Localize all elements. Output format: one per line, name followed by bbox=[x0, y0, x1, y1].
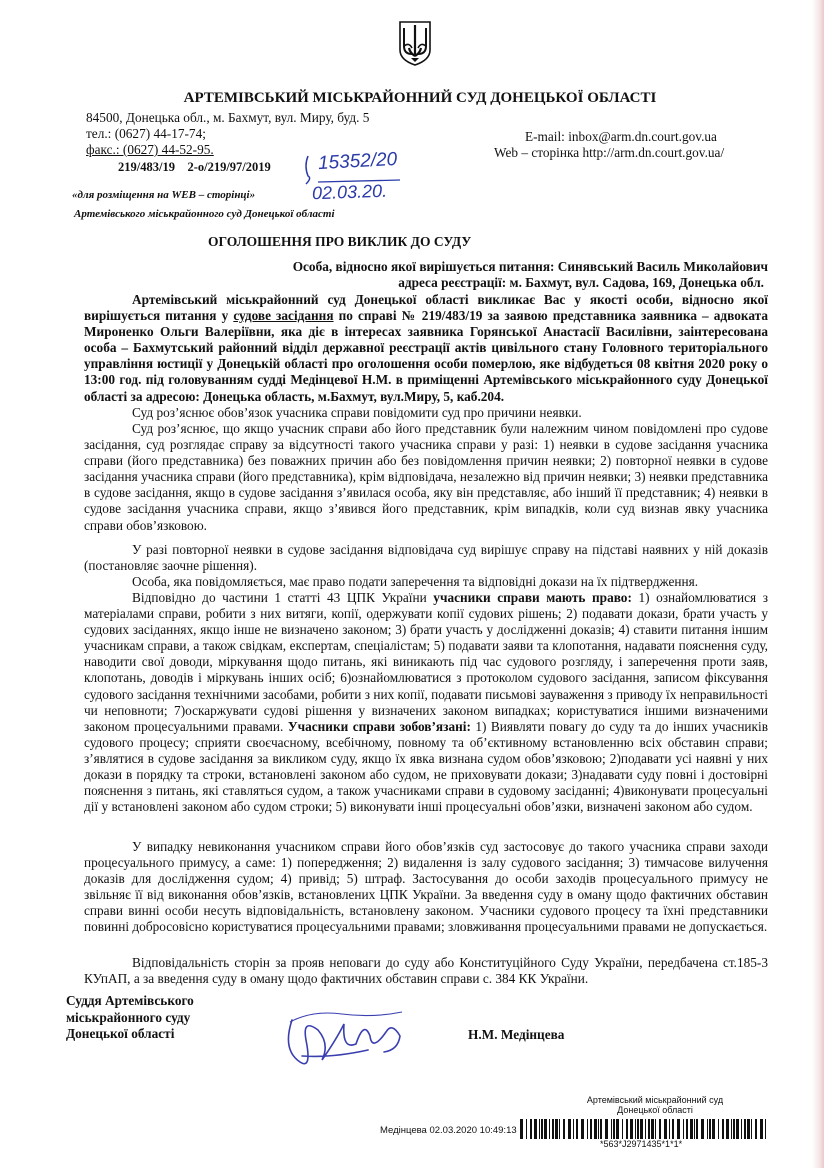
rights-heading: учасники справи мають право: bbox=[433, 590, 632, 605]
barcode-text: *563*J2971435*1*1* bbox=[600, 1139, 683, 1149]
barcode-bar bbox=[726, 1119, 729, 1139]
barcode-bar bbox=[747, 1119, 750, 1139]
barcode-bar bbox=[744, 1119, 746, 1139]
barcode-bar bbox=[611, 1119, 612, 1139]
barcode-bar bbox=[635, 1119, 636, 1139]
handwritten-signature bbox=[272, 1000, 422, 1080]
barcode-bar bbox=[568, 1119, 571, 1139]
barcode-bar bbox=[600, 1119, 602, 1139]
judge-title-line1: Суддя Артемівського bbox=[66, 993, 194, 1008]
duties-heading: Учасники справи зобов’язані: bbox=[287, 718, 471, 734]
barcode-bar bbox=[645, 1119, 646, 1139]
repeat-absence-paragraph: У разі повторної неявки в судове засідання відповідача суд вирішує справу на підставі наявних у ній доказів (постановляє заочне рішення). bbox=[84, 542, 768, 574]
barcode-bar bbox=[755, 1119, 757, 1139]
court-email: E-mail: inbox@arm.dn.court.gov.ua bbox=[525, 129, 717, 144]
barcode-bar bbox=[718, 1119, 719, 1139]
barcode-bar bbox=[712, 1119, 715, 1139]
notice-obligation-paragraph: Суд роз’яснює обов’язок учасника справи повідомити суд про причини неявки. bbox=[132, 405, 582, 420]
barcode-bar bbox=[677, 1119, 680, 1139]
barcode-bar bbox=[722, 1119, 724, 1139]
barcode-bar bbox=[539, 1119, 540, 1139]
barcode-bar bbox=[637, 1119, 639, 1139]
coercion-paragraph: У випадку невиконання учасником справи його обов’язків суд застосовує до такого учасника справи заходи процесуального примусу, а саме: 1) попередження; 2) видалення із залу судового засідання; 3) тимчасове вилучення доказів для дослідження судом; 4) привід; 5) штраф. Застосування до особи заходів процесуального примусу не звільняє її від виконання обов’язків, встановлених ЦПК України. За введення суду в оману щодо фактичних обставин справи винні особи несуть відповідальність, встановлену законом. Учасники судового процесу та їхні представники повинні добросовісно користуватися процесуальними правами; зловживання процесуальними правами не допускається. bbox=[84, 839, 768, 935]
duties-list: 1) Виявляти повагу до суду та до інших учасників судового процесу; сприяти своєчасному, всебічному, повному та об’єктивному встановленню всіх обставин справи; з’являтися в судове засідання за викликом суду, якщо їх явка визнана судом обов’язковою; 2)подавати усі наявні у них докази в порядку та строки, встановлені законом або судом, не приховувати докази; 3)надавати суду повні і достовірні пояснення з питань, які ставляться судом, а також учасниками справи в судовому засіданні; 4)виконувати процесуальні дії у встановлені законом або судом строки; 5) виконувати інші процесуальні обов’язки, визначені законом або судом. bbox=[84, 718, 768, 815]
barcode-bar bbox=[573, 1119, 574, 1139]
barcode-bar bbox=[587, 1119, 588, 1139]
barcode-bar bbox=[549, 1119, 550, 1139]
barcode-bar bbox=[552, 1119, 554, 1139]
web-note: «для розміщення на WEB – сторінці» bbox=[72, 189, 256, 201]
barcode-bar bbox=[622, 1119, 623, 1139]
barcode-bar bbox=[741, 1119, 742, 1139]
barcode-bar bbox=[655, 1119, 656, 1139]
barcode-bar bbox=[640, 1119, 643, 1139]
rights-duties-paragraph bbox=[84, 590, 768, 815]
summons-hearing-link: судове засідання bbox=[233, 308, 334, 324]
barcode-bar bbox=[594, 1119, 597, 1139]
court-website: Web – сторінка http://arm.dn.court.gov.ua/ bbox=[494, 145, 725, 160]
judge-title-block bbox=[66, 993, 194, 1043]
barcode-bar bbox=[751, 1119, 752, 1139]
addressee-name: Особа, відносно якої вирішується питання: Синявський Василь Миколайович bbox=[292, 259, 768, 274]
rights-list: 1) ознайомлюватися з матеріалами справи, робити з них витяги, копії, одержувати копії судових рішень; 2) подавати докази, брати участь у судових засіданнях, якщо інше не визначено законом; 3) брати участь у дослідженні доказів; 4) ставити питання іншим учасникам справи, а також свідкам, експертам, спеціалістам; 5) подавати заяви та клопотання, надавати пояснення суду, наводити свої доводи, міркування щодо питань, які виникають під час судового розгляду, і заперечення проти заяв, клопотань, доводів і міркувань інших осіб; 6)ознайомлюватися з протоколом судового засідання, записом фіксування судового засідання технічними засобами, робити з них копії, подавати письмові зауваження з приводу їх неправильності чи неповноти; 7)оскаржувати судові рішення у визначених законом випадках; користуватися іншими визначеними законом процесуальними правами. bbox=[84, 590, 768, 734]
barcode-bar bbox=[707, 1119, 708, 1139]
summons-paragraph bbox=[84, 292, 768, 405]
barcode-bar bbox=[696, 1119, 698, 1139]
footer-court-line1: Артемівський міськрайонний суд bbox=[586, 1095, 724, 1105]
court-name: АРТЕМІВСЬКИЙ МІСЬКРАЙОННИЙ СУД ДОНЕЦЬКОЇ ОБЛАСТІ bbox=[183, 90, 657, 106]
barcode-bar bbox=[626, 1119, 628, 1139]
summons-text-a: Артемівський міськрайонний суд Донецької області викликає Вас у якості особи, відносно якої вирішується питання у bbox=[84, 292, 768, 324]
addressee-address: адреса реєстрації: м. Бахмут, вул. Садова, 169, Донецька обл. bbox=[398, 275, 764, 290]
barcode-bar bbox=[669, 1119, 670, 1139]
barcode-bar bbox=[526, 1119, 527, 1139]
court-address: 84500, Донецька обл., м. Бахмут, вул. Миру, буд. 5 bbox=[86, 110, 370, 125]
barcode-bar bbox=[683, 1119, 684, 1139]
barcode-bar bbox=[590, 1119, 592, 1139]
barcode-bar bbox=[686, 1119, 688, 1139]
handwritten-registry-date: 02.03.20. bbox=[311, 180, 388, 204]
footer-court-name bbox=[560, 1095, 750, 1115]
barcode-bar bbox=[690, 1119, 693, 1139]
barcode-bar bbox=[576, 1119, 578, 1139]
barcode-bar bbox=[765, 1119, 766, 1139]
barcode-bar bbox=[559, 1119, 560, 1139]
absence-consequences-paragraph: Суд роз’яснює, що якщо учасник справи або його представник були належним чином повідомлені про судове засідання, суд розглядає справу за відсутності такого учасника справи у разі: 1) неявки в судове засідання учасника справи (його представника) без поважних причин або без повідомлення причин неявки; 2) повторної неявки в судове засідання учасника справи (його представника), крім відповідача, незалежно від причин неявки; 3) неявки представника в судове засідання, якщо в судове засідання з’явилася особа, яку він представляє, або інший її представник; 4) неявки в судове засідання учасника справи, якщо з’явився його представник, крім випадків, коли суд визнав явку учасника справи обов’язковою. bbox=[84, 421, 768, 533]
barcode-bar bbox=[701, 1119, 704, 1139]
case-numbers: 219/483/19 2-о/219/97/2019 bbox=[118, 160, 271, 174]
barcode-bar bbox=[598, 1119, 599, 1139]
judge-title-line3: Донецької області bbox=[66, 1026, 175, 1041]
barcode-bar bbox=[648, 1119, 650, 1139]
barcode-bar bbox=[605, 1119, 608, 1139]
objection-right-paragraph: Особа, яка повідомляється, має право подати заперечення та відповідні докази на їх підтвердження. bbox=[132, 574, 699, 589]
barcode-bar bbox=[541, 1119, 543, 1139]
judge-title-line2: міськрайонного суду bbox=[66, 1009, 191, 1025]
barcode-bar bbox=[534, 1119, 537, 1139]
barcode-bar bbox=[616, 1119, 619, 1139]
handwritten-registry-number: 15352/20 bbox=[317, 148, 398, 175]
barcode-bar bbox=[736, 1119, 739, 1139]
barcode-bar bbox=[672, 1119, 674, 1139]
barcode-bar bbox=[760, 1119, 763, 1139]
rights-intro: Відповідно до частини 1 статті 43 ЦПК України bbox=[132, 590, 434, 605]
judge-name: Н.М. Медінцева bbox=[468, 1027, 565, 1042]
barcode-bar bbox=[659, 1119, 661, 1139]
barcode-bar bbox=[651, 1119, 654, 1139]
barcode-bar bbox=[544, 1119, 547, 1139]
barcode-bar bbox=[563, 1119, 565, 1139]
scan-edge bbox=[812, 0, 824, 1168]
barcode-bar bbox=[694, 1119, 695, 1139]
barcode-bar bbox=[581, 1119, 584, 1139]
footer-court-line2: Донецької області bbox=[617, 1105, 693, 1115]
court-subtitle: Артемівського міськрайонного суд Донецької області bbox=[74, 208, 335, 220]
document-title: ОГОЛОШЕННЯ ПРО ВИКЛИК ДО СУДУ bbox=[208, 234, 472, 249]
barcode-bar bbox=[733, 1119, 735, 1139]
court-phone: тел.: (0627) 44-17-74; bbox=[86, 126, 206, 141]
barcode-bar bbox=[630, 1119, 633, 1139]
barcode-bar bbox=[520, 1119, 523, 1139]
trident-emblem-icon bbox=[398, 20, 432, 66]
barcode-bar bbox=[664, 1119, 667, 1139]
summons-text-b: по справі № 219/483/19 за заявою представника заявника – адвоката Мироненко Ольги Валеріївни, яка діє в інтересах заявника Горянської Анастасії Василівни, заінтересована особа – Бахмутський районний відділ державної реєстрації актів цивільного стану Головного територіального управління юстиції у Донецькій області про оголошення особи померлою, яке відбудеться 08 квітня 2020 року о 13:00 год. під головуванням судді Медінцевої Н.М. в приміщенні Артемівського міськрайонного суду Донецької області за адресою: Донецька область, м.Бахмут, вул.Миру, 5, каб.204. bbox=[84, 308, 769, 404]
electronic-stamp: Медінцева 02.03.2020 10:49:13 bbox=[380, 1125, 517, 1136]
barcode bbox=[520, 1119, 768, 1139]
liability-paragraph: Відповідальність сторін за прояв неповаги до суду або Конституційного Суду України, передбачена ст.185-3 КУпАП, а за введення суду в оману щодо фактичних обставин справи с. 384 КК України. bbox=[84, 955, 768, 987]
barcode-bar bbox=[709, 1119, 711, 1139]
barcode-bar bbox=[731, 1119, 732, 1139]
barcode-bar bbox=[555, 1119, 558, 1139]
court-fax: факс.: (0627) 44-52-95. bbox=[86, 142, 214, 157]
barcode-bar bbox=[613, 1119, 615, 1139]
barcode-bar bbox=[530, 1119, 532, 1139]
